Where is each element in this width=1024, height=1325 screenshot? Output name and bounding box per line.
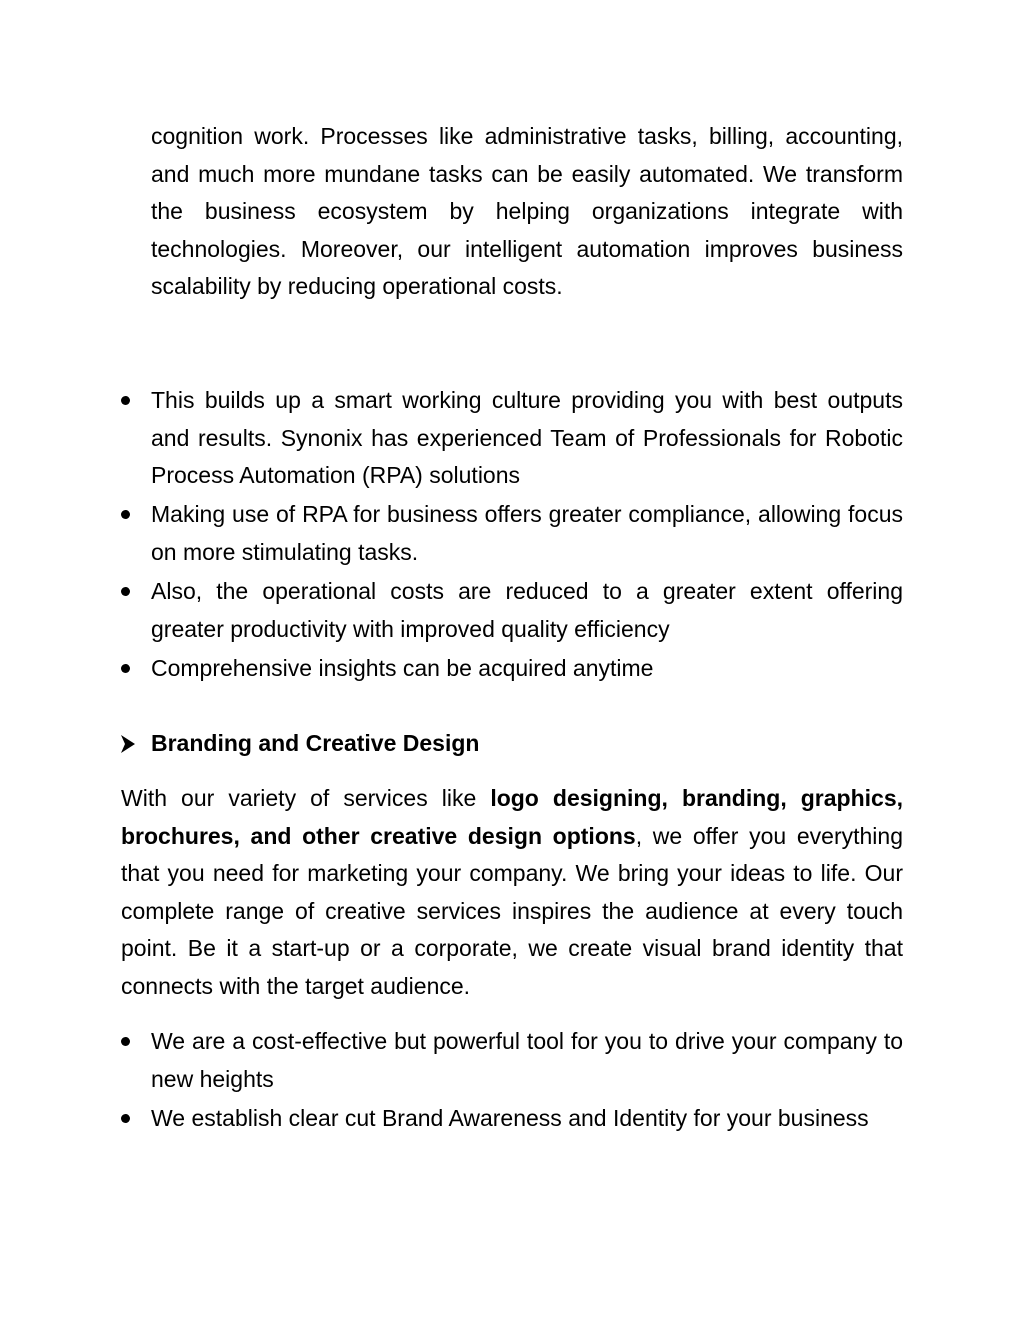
section-heading [118,725,903,763]
bullet-icon [118,1100,134,1138]
branding-paragraph-lead: With our variety of services like [121,785,491,811]
list-item-text: Also, the operational costs are reduced to a greater extent offering greater productivity with improved quality efficiency [151,578,903,642]
list-item [118,573,903,648]
bullet-icon [118,573,134,611]
bullet-icon [118,1023,134,1061]
branding-paragraph-rest: , we offer you everything that you need for marketing your company. We bring your ideas to life. Our complete range of creative services inspires the audience at every touch point. Be it a start-up or a corporate, we create visual brand identity that connects with the target audience. [121,822,903,999]
intro-paragraph: cognition work. Processes like administrative tasks, billing, accounting, and much more mundane tasks can be easily automated. We transform the business ecosystem by helping organizations integrate with technologies. Moreover, our intelligent automation improves business scalability by reducing operational costs. [151,123,903,300]
list-item [118,382,903,495]
bullet-icon [118,382,134,420]
list-item-text: We are a cost-effective but powerful tool for you to drive your company to new heights [151,1028,903,1092]
section-heading-text: Branding and Creative Design [151,730,480,756]
list-item [118,496,903,571]
bullet-icon [118,496,134,534]
branding-paragraph [121,780,903,1006]
branding-services-highlight: logo designing, branding, graphics, brochures, and other creative design options [121,785,904,849]
list-item-text: Making use of RPA for business offers greater compliance, allowing focus on more stimulating tasks. [151,501,903,565]
list-item [118,1023,903,1098]
rpa-benefits-list [118,382,903,689]
arrow-bullet-icon [118,725,138,763]
list-item-text: This builds up a smart working culture providing you with best outputs and results. Synonix has experienced Team of Professionals for Robotic Process Automation (RPA) solutions [151,387,903,489]
list-item [118,650,903,688]
list-item-text: Comprehensive insights can be acquired anytime [151,654,654,681]
list-item [118,1100,903,1138]
list-item-text: We establish clear cut Brand Awareness and Identity for your business [151,1104,869,1131]
branding-benefits-list [118,1023,903,1139]
bullet-icon [118,650,134,688]
